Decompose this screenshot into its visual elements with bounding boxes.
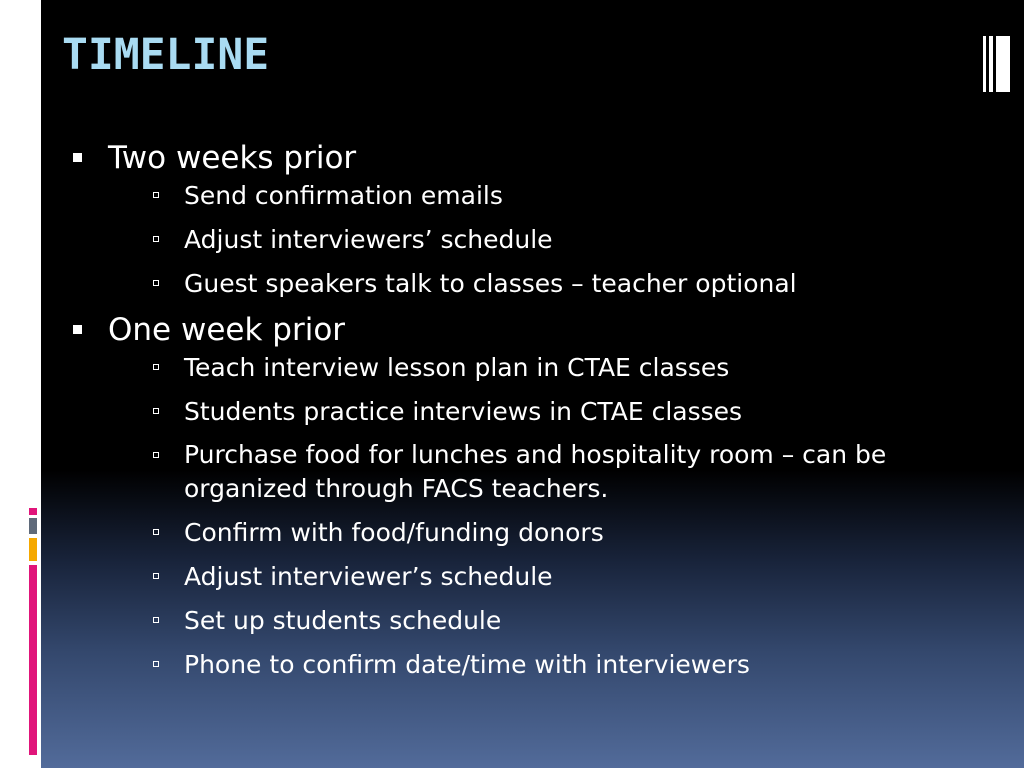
hollow-square-bullet-icon (153, 408, 159, 414)
slide-title: TIMELINE (62, 30, 270, 80)
hollow-square-bullet-icon (153, 364, 159, 370)
list-item-text: Adjust interviewer’s schedule (184, 562, 553, 591)
left-decorative-strip (0, 0, 41, 768)
section-item-list (108, 350, 1010, 682)
slide-content (70, 138, 1010, 691)
list-item (108, 438, 1010, 506)
list-item-text: Set up students schedule (184, 606, 502, 635)
list-item (108, 394, 1010, 429)
list-item (108, 647, 1010, 682)
square-bullet-icon (73, 325, 82, 334)
list-item (108, 222, 1010, 257)
list-item-text: Teach interview lesson plan in CTAE classes (184, 353, 730, 382)
list-item-text: Confirm with food/funding donors (184, 518, 604, 547)
list-item (108, 559, 1010, 594)
section-heading: One week prior (108, 312, 346, 348)
vertical-bar-thin (983, 36, 986, 92)
section-heading: Two weeks prior (108, 140, 357, 176)
list-item-text: Purchase food for lunches and hospitality room – can be organized through FACS teachers. (184, 440, 887, 503)
list-item (108, 515, 1010, 550)
hollow-square-bullet-icon (153, 452, 159, 458)
list-item (108, 603, 1010, 638)
list-item-text: Adjust interviewers’ schedule (184, 225, 553, 254)
vertical-bar-medium (989, 36, 993, 92)
list-item-text: Guest speakers talk to classes – teacher optional (184, 269, 797, 298)
hollow-square-bullet-icon (153, 529, 159, 535)
section-one-week-prior (70, 310, 1010, 682)
hollow-square-bullet-icon (153, 280, 159, 286)
hollow-square-bullet-icon (153, 661, 159, 667)
vertical-bar-wide (996, 36, 1010, 92)
section-item-list (108, 178, 1010, 301)
square-bullet-icon (73, 153, 82, 162)
list-item-text: Send confirmation emails (184, 181, 503, 210)
hollow-square-bullet-icon (153, 236, 159, 242)
list-item (108, 178, 1010, 213)
list-item (108, 266, 1010, 301)
accent-bar-pink-top (29, 508, 37, 515)
list-item (108, 350, 1010, 385)
vertical-bars-icon (983, 36, 1011, 92)
accent-bar-pink-bottom (29, 565, 37, 755)
accent-bar-orange (29, 538, 37, 561)
list-item-text: Students practice interviews in CTAE classes (184, 397, 743, 426)
hollow-square-bullet-icon (153, 617, 159, 623)
hollow-square-bullet-icon (153, 192, 159, 198)
section-two-weeks-prior (70, 138, 1010, 301)
hollow-square-bullet-icon (153, 573, 159, 579)
accent-bar-gray (29, 518, 37, 534)
list-item-text: Phone to confirm date/time with interviewers (184, 650, 750, 679)
